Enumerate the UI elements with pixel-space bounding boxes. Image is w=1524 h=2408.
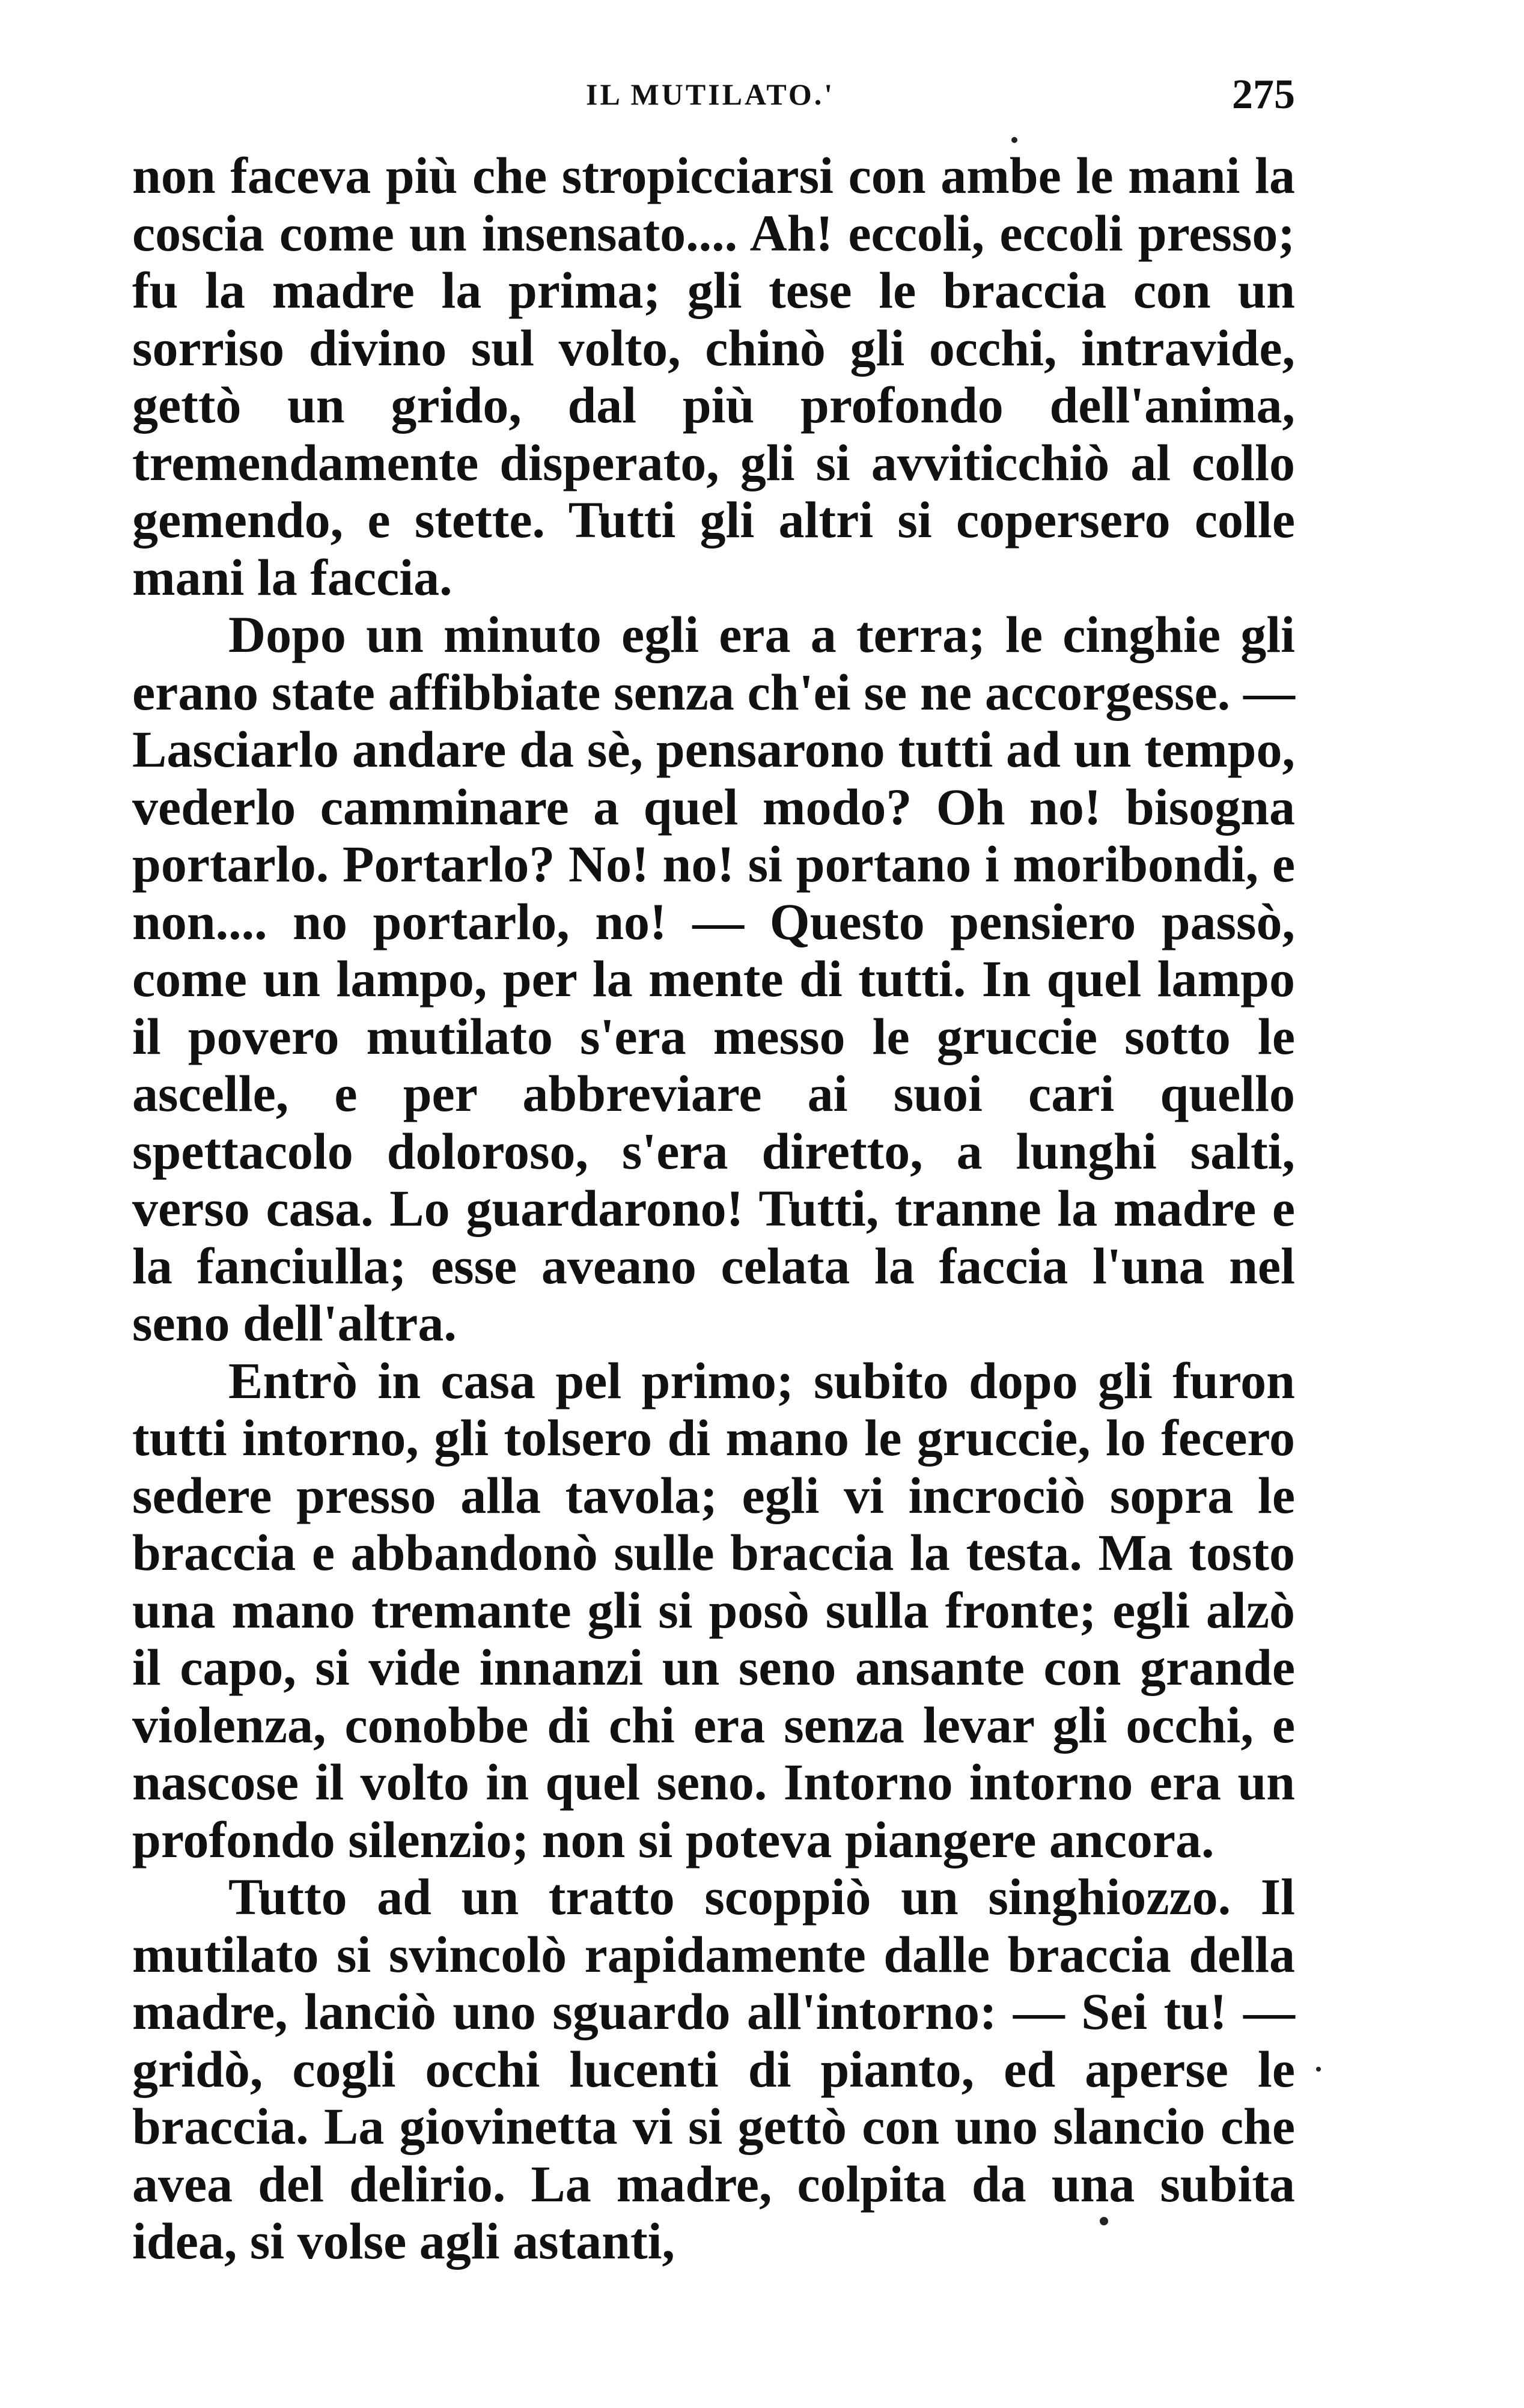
paragraph-1: non faceva più che stropicciarsi con ambe le mani la coscia come un insensato.... Ah! eccoli, eccoli presso; fu la madre la prima; gli tese le braccia con un sorriso divino sul volto, chinò gli occhi, intravide, gettò un grido, dal più profondo dell'anima, tremendamente disperato, gli si avviticchiò al collo gemendo, e stette. Tutti gli altri si copersero colle mani la faccia. [132,147,1295,606]
paragraph-4: Tutto ad un tratto scoppiò un singhiozzo. Il mutilato si svincolò rapidamente dalle braccia della madre, lanciò uno sguardo all'intorno: — Sei tu! — gridò, cogli occhi lucenti di pianto, ed aperse le braccia. La giovinetta vi si gettò con uno slancio che avea del delirio. La madre, colpita da una subita idea, si volse agli astanti, [132,1868,1295,2270]
page-number: 275 [1232,71,1295,118]
paragraph-2: Dopo un minuto egli era a terra; le cinghie gli erano state affibbiate senza ch'ei se ne accorgesse. — Lasciarlo andare da sè, pensarono tutti ad un tempo, vederlo camminare a quel modo? Oh no! bisogna portarlo. Portarlo? No! no! si portano i moribondi, e non.... no portarlo, no! — Questo pensiero passò, come un lampo, per la mente di tutti. In quel lampo il povero mutilato s'era messo le gruccie sotto le ascelle, e per abbreviare ai suoi cari quello spettacolo doloroso, s'era diretto, a lunghi salti, verso casa. Lo guardarono! Tutti, tranne la madre e la fanciulla; esse aveano celata la faccia l'una nel seno dell'altra. [132,606,1295,1352]
paragraph-3: Entrò in casa pel primo; subito dopo gli furon tutti intorno, gli tolsero di mano le gruccie, lo fecero sedere presso alla tavola; egli vi incrociò sopra le braccia e abbandonò sulle braccia la testa. Ma tosto una mano tremante gli si posò sulla fronte; egli alzò il capo, si vide innanzi un seno ansante con grande violenza, conobbe di chi era senza levar gli occhi, e nascose il volto in quel seno. Intorno intorno era un profondo silenzio; non si poteva piangere ancora. [132,1351,1295,1868]
ink-speck [1316,2067,1321,2072]
running-head [132,71,1295,137]
ink-speck [1011,137,1017,143]
running-title: IL MUTILATO.' [586,78,835,111]
body-text [132,147,1295,2270]
ink-speck [1100,2217,1108,2225]
